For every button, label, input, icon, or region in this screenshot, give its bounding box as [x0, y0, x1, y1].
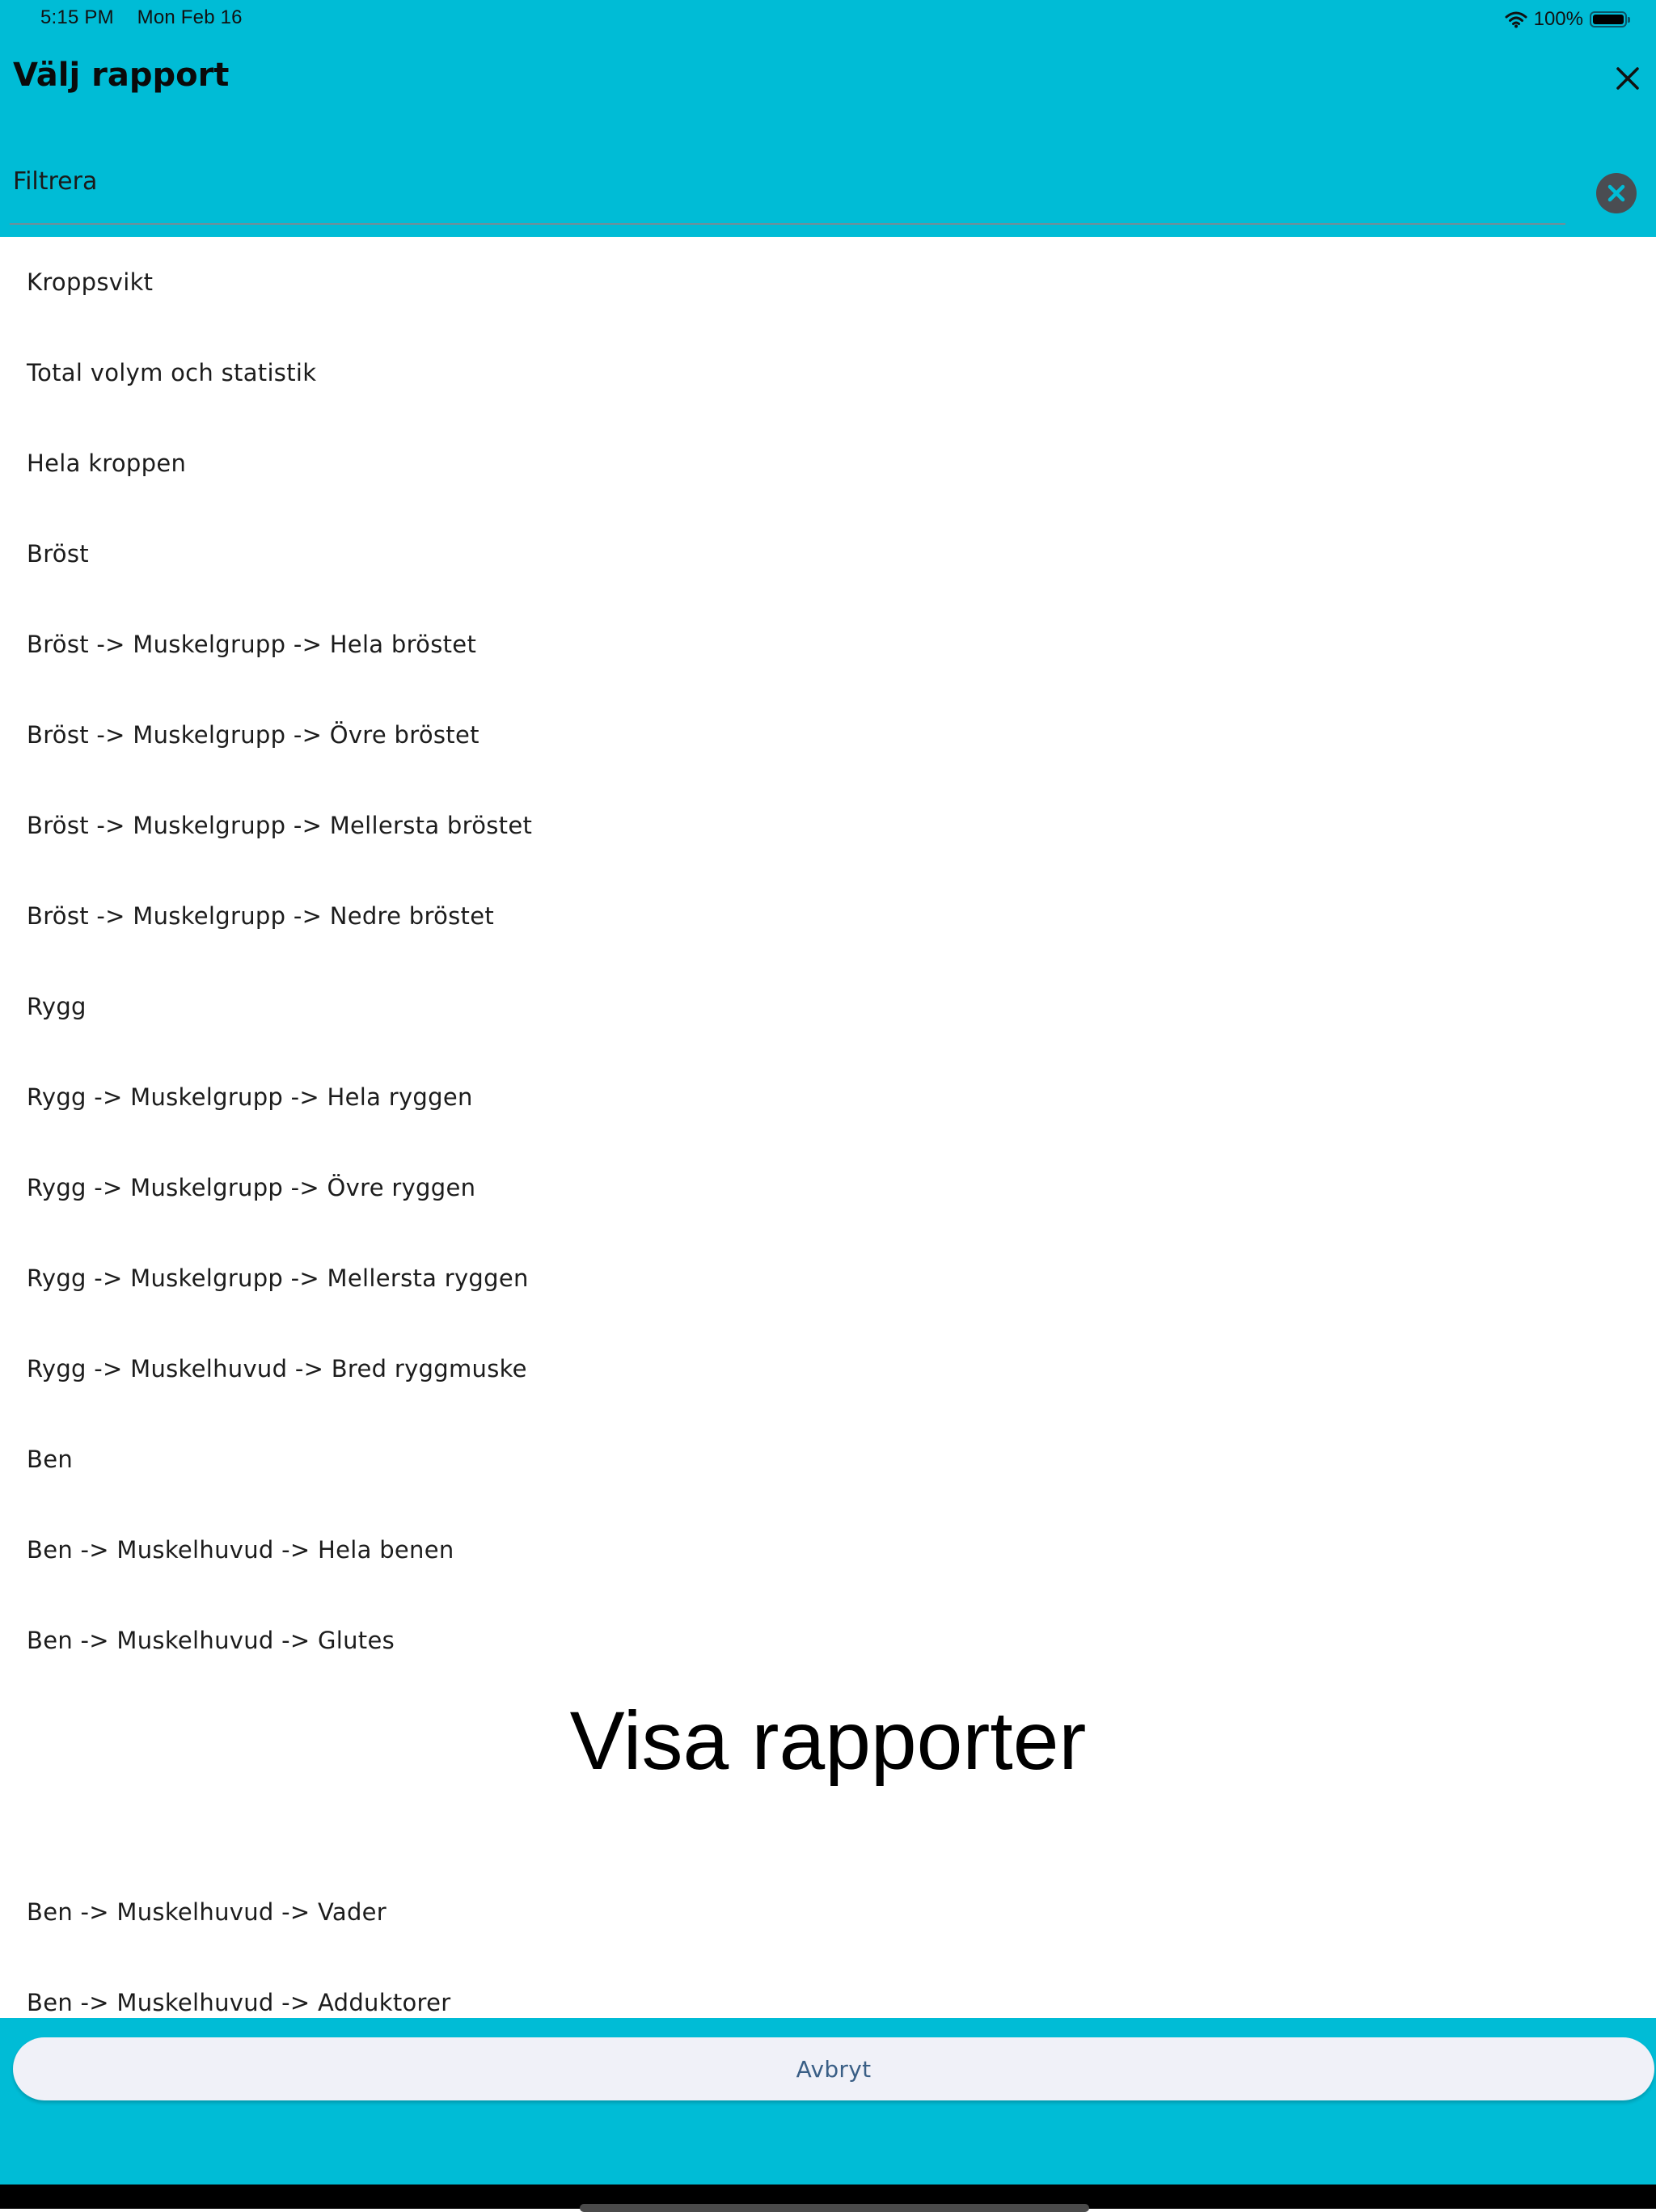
list-item[interactable]: Total volym och statistik [27, 359, 317, 386]
filter-field[interactable] [10, 154, 1565, 225]
list-item[interactable]: Bröst -> Muskelgrupp -> Övre bröstet [27, 721, 479, 749]
status-time: 5:15 PM [40, 6, 114, 28]
list-item[interactable]: Ben -> Muskelhuvud -> Glutes [27, 1627, 395, 1654]
home-bar [0, 2185, 1656, 2209]
list-item[interactable]: Hela kroppen [27, 450, 187, 477]
list-item[interactable]: Ben [27, 1446, 74, 1473]
list-item[interactable]: Bröst -> Muskelgrupp -> Mellersta bröstet [27, 812, 533, 839]
list-item[interactable]: Ben -> Muskelhuvud -> Vader [27, 1898, 387, 1926]
cancel-button[interactable]: Avbryt [13, 2037, 1654, 2100]
status-date: Mon Feb 16 [137, 6, 243, 28]
battery-icon [1590, 11, 1627, 27]
list-item[interactable]: Ben -> Muskelhuvud -> Adduktorer [27, 1989, 451, 2016]
status-bar-right [1505, 6, 1627, 32]
list-item[interactable]: Rygg [27, 993, 87, 1020]
list-item[interactable]: Bröst [27, 540, 89, 568]
filter-input[interactable] [13, 163, 1549, 199]
home-indicator[interactable] [580, 2204, 1089, 2212]
list-item[interactable]: Rygg -> Muskelhuvud -> Bred ryggmuske [27, 1355, 527, 1382]
list-item[interactable]: Bröst -> Muskelgrupp -> Hela bröstet [27, 631, 477, 658]
clear-circle-icon [1606, 183, 1627, 204]
clear-filter-button[interactable] [1596, 173, 1637, 213]
list-item[interactable]: Kroppsvikt [27, 268, 154, 296]
close-icon [1614, 65, 1641, 92]
list-item[interactable]: Ben -> Muskelhuvud -> Hela benen [27, 1536, 454, 1564]
list-item[interactable]: Bröst -> Muskelgrupp -> Nedre bröstet [27, 902, 495, 930]
overlay-caption: Visa rapporter [569, 1695, 1087, 1787]
page-title: Välj rapport [13, 57, 230, 94]
close-button[interactable] [1614, 65, 1641, 92]
list-item[interactable]: Rygg -> Muskelgrupp -> Mellersta ryggen [27, 1264, 529, 1292]
list-item[interactable]: Rygg -> Muskelgrupp -> Övre ryggen [27, 1174, 476, 1201]
battery-percent: 100% [1533, 8, 1583, 30]
footer-bar [0, 2018, 1656, 2185]
status-bar-left [40, 6, 260, 29]
list-item[interactable]: Rygg -> Muskelgrupp -> Hela ryggen [27, 1083, 473, 1111]
wifi-icon [1505, 11, 1527, 28]
header-bar [0, 0, 1656, 237]
